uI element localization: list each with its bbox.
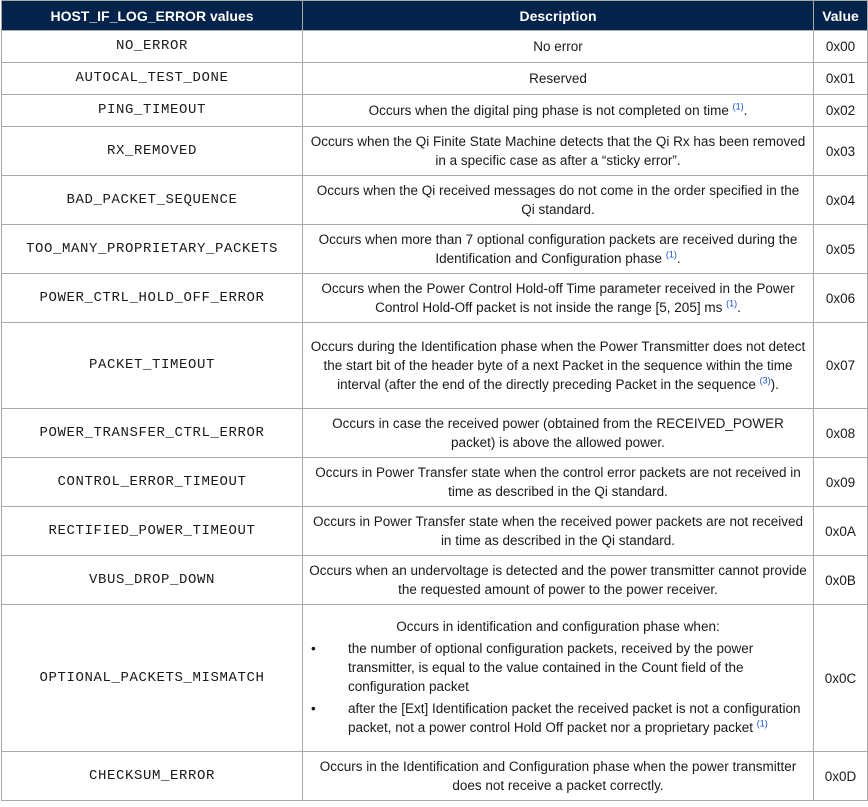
description-intro: Occurs in identification and configuration phase when: xyxy=(396,619,720,634)
error-values-table xyxy=(1,0,868,801)
error-name: RX_REMOVED xyxy=(2,127,303,176)
error-value: 0x0D xyxy=(814,752,868,801)
table-row xyxy=(2,752,868,801)
table-row xyxy=(2,127,868,176)
description-text: Occurs when the digital ping phase is not completed on time xyxy=(368,103,729,118)
error-name: POWER_CTRL_HOLD_OFF_ERROR xyxy=(2,274,303,323)
description-text: Occurs when more than 7 optional configuration packets are received during the Identification and Configuration phase xyxy=(318,232,798,266)
column-header-description: Description xyxy=(303,1,814,31)
error-description: Occurs in case the received power (obtained from the RECEIVED_POWER packet) is above the allowed power. xyxy=(303,409,814,458)
error-value: 0x07 xyxy=(814,323,868,409)
error-description: Occurs in Power Transfer state when the control error packets are not received in time as described in the Qi standard. xyxy=(303,458,814,507)
error-description xyxy=(303,323,814,409)
error-value: 0x08 xyxy=(814,409,868,458)
table-row xyxy=(2,225,868,274)
error-value: 0x04 xyxy=(814,176,868,225)
error-name: POWER_TRANSFER_CTRL_ERROR xyxy=(2,409,303,458)
table-row xyxy=(2,458,868,507)
error-value: 0x03 xyxy=(814,127,868,176)
error-description xyxy=(303,95,814,127)
description-tail: . xyxy=(676,251,681,266)
error-value: 0x0B xyxy=(814,556,868,605)
description-text: Occurs during the Identification phase when the Power Transmitter does not detect the start bit of the header byte of a next Packet in the sequence within the time interval (after the end of the directly preceding Packet in the sequence xyxy=(310,339,806,392)
bullet-item xyxy=(309,699,807,737)
table-row xyxy=(2,274,868,323)
footnote-reference: (1) xyxy=(756,718,768,729)
footnote-reference: (1) xyxy=(665,249,677,260)
table-row xyxy=(2,556,868,605)
table-row xyxy=(2,323,868,409)
error-value: 0x0C xyxy=(814,605,868,752)
error-name: VBUS_DROP_DOWN xyxy=(2,556,303,605)
description-text: Occurs when the Power Control Hold-off Time parameter received in the Power Control Hold-Off packet is not inside the range [5, 205] ms xyxy=(321,281,795,315)
error-value: 0x00 xyxy=(814,31,868,63)
table-row xyxy=(2,176,868,225)
error-description: Reserved xyxy=(303,63,814,95)
error-description xyxy=(303,605,814,752)
error-name: BAD_PACKET_SEQUENCE xyxy=(2,176,303,225)
table-row xyxy=(2,507,868,556)
error-description: Occurs when an undervoltage is detected and the power transmitter cannot provide the requested amount of power to the power receiver. xyxy=(303,556,814,605)
table-row xyxy=(2,95,868,127)
error-name: NO_ERROR xyxy=(2,31,303,63)
description-tail: ). xyxy=(770,377,779,392)
error-value: 0x05 xyxy=(814,225,868,274)
error-description: Occurs when the Qi received messages do not come in the order specified in the Qi standard. xyxy=(303,176,814,225)
error-name: RECTIFIED_POWER_TIMEOUT xyxy=(2,507,303,556)
error-description xyxy=(303,274,814,323)
footnote-reference: (1) xyxy=(726,298,738,309)
error-name: CHECKSUM_ERROR xyxy=(2,752,303,801)
error-value: 0x02 xyxy=(814,95,868,127)
table-row xyxy=(2,605,868,752)
error-description: Occurs in Power Transfer state when the received power packets are not received in time as described in the Qi standard. xyxy=(303,507,814,556)
error-name: PING_TIMEOUT xyxy=(2,95,303,127)
table-row xyxy=(2,31,868,63)
error-name: AUTOCAL_TEST_DONE xyxy=(2,63,303,95)
footnote-reference: (1) xyxy=(732,101,744,112)
column-header-value: Value xyxy=(814,1,868,31)
description-tail: . xyxy=(743,103,748,118)
error-description: Occurs when the Qi Finite State Machine detects that the Qi Rx has been removed in a specific case as after a “sticky error”. xyxy=(303,127,814,176)
table-header-row xyxy=(2,1,868,31)
error-value: 0x0A xyxy=(814,507,868,556)
bullet-item: • the number of optional configuration packets, received by the power transmitter, is equal to the value contained in the Count field of the configuration packet xyxy=(309,639,807,696)
error-description: Occurs in the Identification and Configuration phase when the power transmitter does not receive a packet correctly. xyxy=(303,752,814,801)
error-value: 0x06 xyxy=(814,274,868,323)
column-header-values: HOST_IF_LOG_ERROR values xyxy=(2,1,303,31)
error-name: OPTIONAL_PACKETS_MISMATCH xyxy=(2,605,303,752)
error-value: 0x01 xyxy=(814,63,868,95)
bullet-text: after the [Ext] Identification packet the received packet is not a configuration packet, not a power control Hold Off packet nor a proprietary packet xyxy=(348,701,801,735)
table-row xyxy=(2,63,868,95)
error-name: TOO_MANY_PROPRIETARY_PACKETS xyxy=(2,225,303,274)
table-row xyxy=(2,409,868,458)
error-name: CONTROL_ERROR_TIMEOUT xyxy=(2,458,303,507)
bullet-list xyxy=(309,639,807,737)
description-tail: . xyxy=(737,300,741,315)
error-name: PACKET_TIMEOUT xyxy=(2,323,303,409)
footnote-reference: (3) xyxy=(759,375,771,386)
error-description: No error xyxy=(303,31,814,63)
error-value: 0x09 xyxy=(814,458,868,507)
error-description xyxy=(303,225,814,274)
